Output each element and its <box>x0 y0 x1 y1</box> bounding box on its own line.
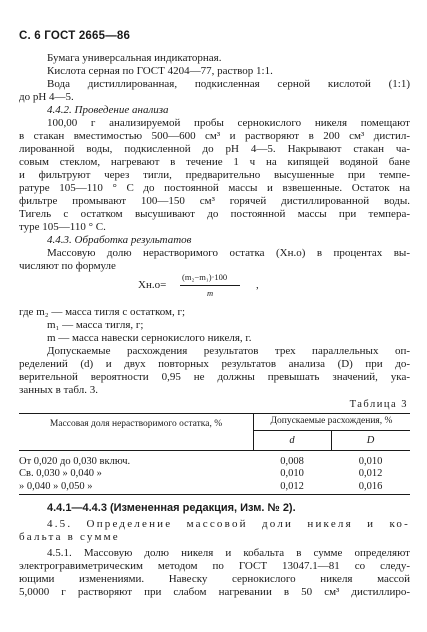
table-cell-d: 0,010 <box>280 468 304 479</box>
page-header: С. 6 ГОСТ 2665—86 <box>19 30 131 42</box>
table-title: Таблица 3 <box>349 399 408 410</box>
paragraph-line: в стакан вместимостью 500—600 см³ и растворяют в 200 см³ дистил- <box>19 130 410 142</box>
paragraph-line: занных в табл. 3. <box>19 384 98 396</box>
table-cell-D: 0,016 <box>358 481 383 492</box>
table-row-range: Св. 0,030 » 0,040 » <box>19 468 102 479</box>
table-cell-d: 0,008 <box>280 456 304 467</box>
paragraph-line: фильтре промывают 100—150 см³ горячей дистиллированной воды. <box>19 195 410 207</box>
paragraph-line: туре 105—110 ° С. <box>19 221 106 233</box>
paragraph-line: ределений (d) и двух повторных результатов анализа (D) при до- <box>19 358 410 370</box>
paragraph-line: электрогравиметрическим методом по ГОСТ 13047.1—81 со следу- <box>19 560 410 572</box>
reagent-water-line2: до pH 4—5. <box>19 91 74 103</box>
paragraph-line: ратуре 105—110 ° С до постоянной массы и взвешенные. Остаток на <box>19 182 410 194</box>
table-cell-D: 0,010 <box>358 456 383 467</box>
section-4-5-heading-line2: бальта в сумме <box>19 531 120 543</box>
reagent-water-line1: Вода дистиллированная, подкисленная серной кислотой (1:1) <box>47 78 410 90</box>
section-4-4-2-heading: 4.4.2. Проведение анализа <box>47 104 169 116</box>
formula-lhs: Xн.о= <box>138 279 167 291</box>
formula-numerator: (m₂−m₁)·100 <box>182 272 228 282</box>
table-rule <box>19 450 410 451</box>
section-4-4-3-heading: 4.4.3. Обработка результатов <box>47 234 192 246</box>
paragraph-line: верительной вероятности 0,95 не должны превышать значений, ука- <box>19 371 410 383</box>
table-rule <box>19 413 410 414</box>
paragraph-line: и фильтруют через тигли, предварительно высушенные при темпе- <box>19 169 410 181</box>
col-header-d: d <box>289 435 295 446</box>
col-header-tolerance: Допускаемые расхождения, % <box>270 416 393 426</box>
where-line-3: m — масса навески сернокислого никеля, г. <box>47 332 252 344</box>
table-bottom-rule <box>19 494 410 495</box>
paragraph-line: Допускаемые расхождения результатов трех параллельных оп- <box>47 345 410 357</box>
section-4-5-heading-line1: 4.5. Определение массовой доли никеля и ко- <box>47 518 410 530</box>
paragraph-line: ющими изменениями. Навеску сернокислого никеля массой <box>19 573 410 585</box>
where-line-1: где m₂ — масса тигля с остатком, г; <box>19 306 186 318</box>
paragraph-line: 100,00 г анализируемой пробы сернокислого никеля помещают <box>47 117 410 129</box>
table-cell-d: 0,012 <box>280 481 304 492</box>
table-3 <box>19 413 410 481</box>
paragraph-line: лированной воды, подкисленной до pH 4—5. Накрывают стакан ча- <box>19 143 410 155</box>
paragraph-line: Массовую долю нерастворимого остатка (Xн.о) в процентах вы- <box>47 247 410 259</box>
paragraph-line: Тигель с остатком высушивают до постоянной массы при темпера- <box>19 208 410 220</box>
table-cell-D: 0,012 <box>358 468 383 479</box>
paragraph-line: совым стеклом, нагревают в течение 1 ч на кипящей водяной бане <box>19 156 410 168</box>
formula-denominator: m <box>207 288 214 298</box>
reagent-acid: Кислота серная по ГОСТ 4204—77, раствор 1:1. <box>47 65 273 77</box>
reagent-paper: Бумага универсальная индикаторная. <box>47 52 222 64</box>
paragraph-line: числяют по формуле <box>19 260 116 272</box>
table-row-range: » 0,040 » 0,050 » <box>19 481 93 492</box>
formula-comma: , <box>256 279 259 291</box>
paragraph-line: 5,0000 г растворяют при слабом нагревании в 50 см³ дистиллиро- <box>19 586 410 598</box>
amendment-note: 4.4.1—4.4.3 (Измененная редакция, Изм. № 2). <box>47 502 296 514</box>
table-row-range: От 0,020 до 0,030 включ. <box>19 456 131 467</box>
paragraph-line: 4.5.1. Массовую долю никеля и кобальта в сумме определяют <box>47 547 410 559</box>
col-header-D: D <box>366 435 375 446</box>
col-header-mass-fraction: Массовая доля нерастворимого остатка, % <box>49 419 223 429</box>
fraction-bar <box>180 285 240 286</box>
where-line-2: m₁ — масса тигля, г; <box>47 319 144 331</box>
